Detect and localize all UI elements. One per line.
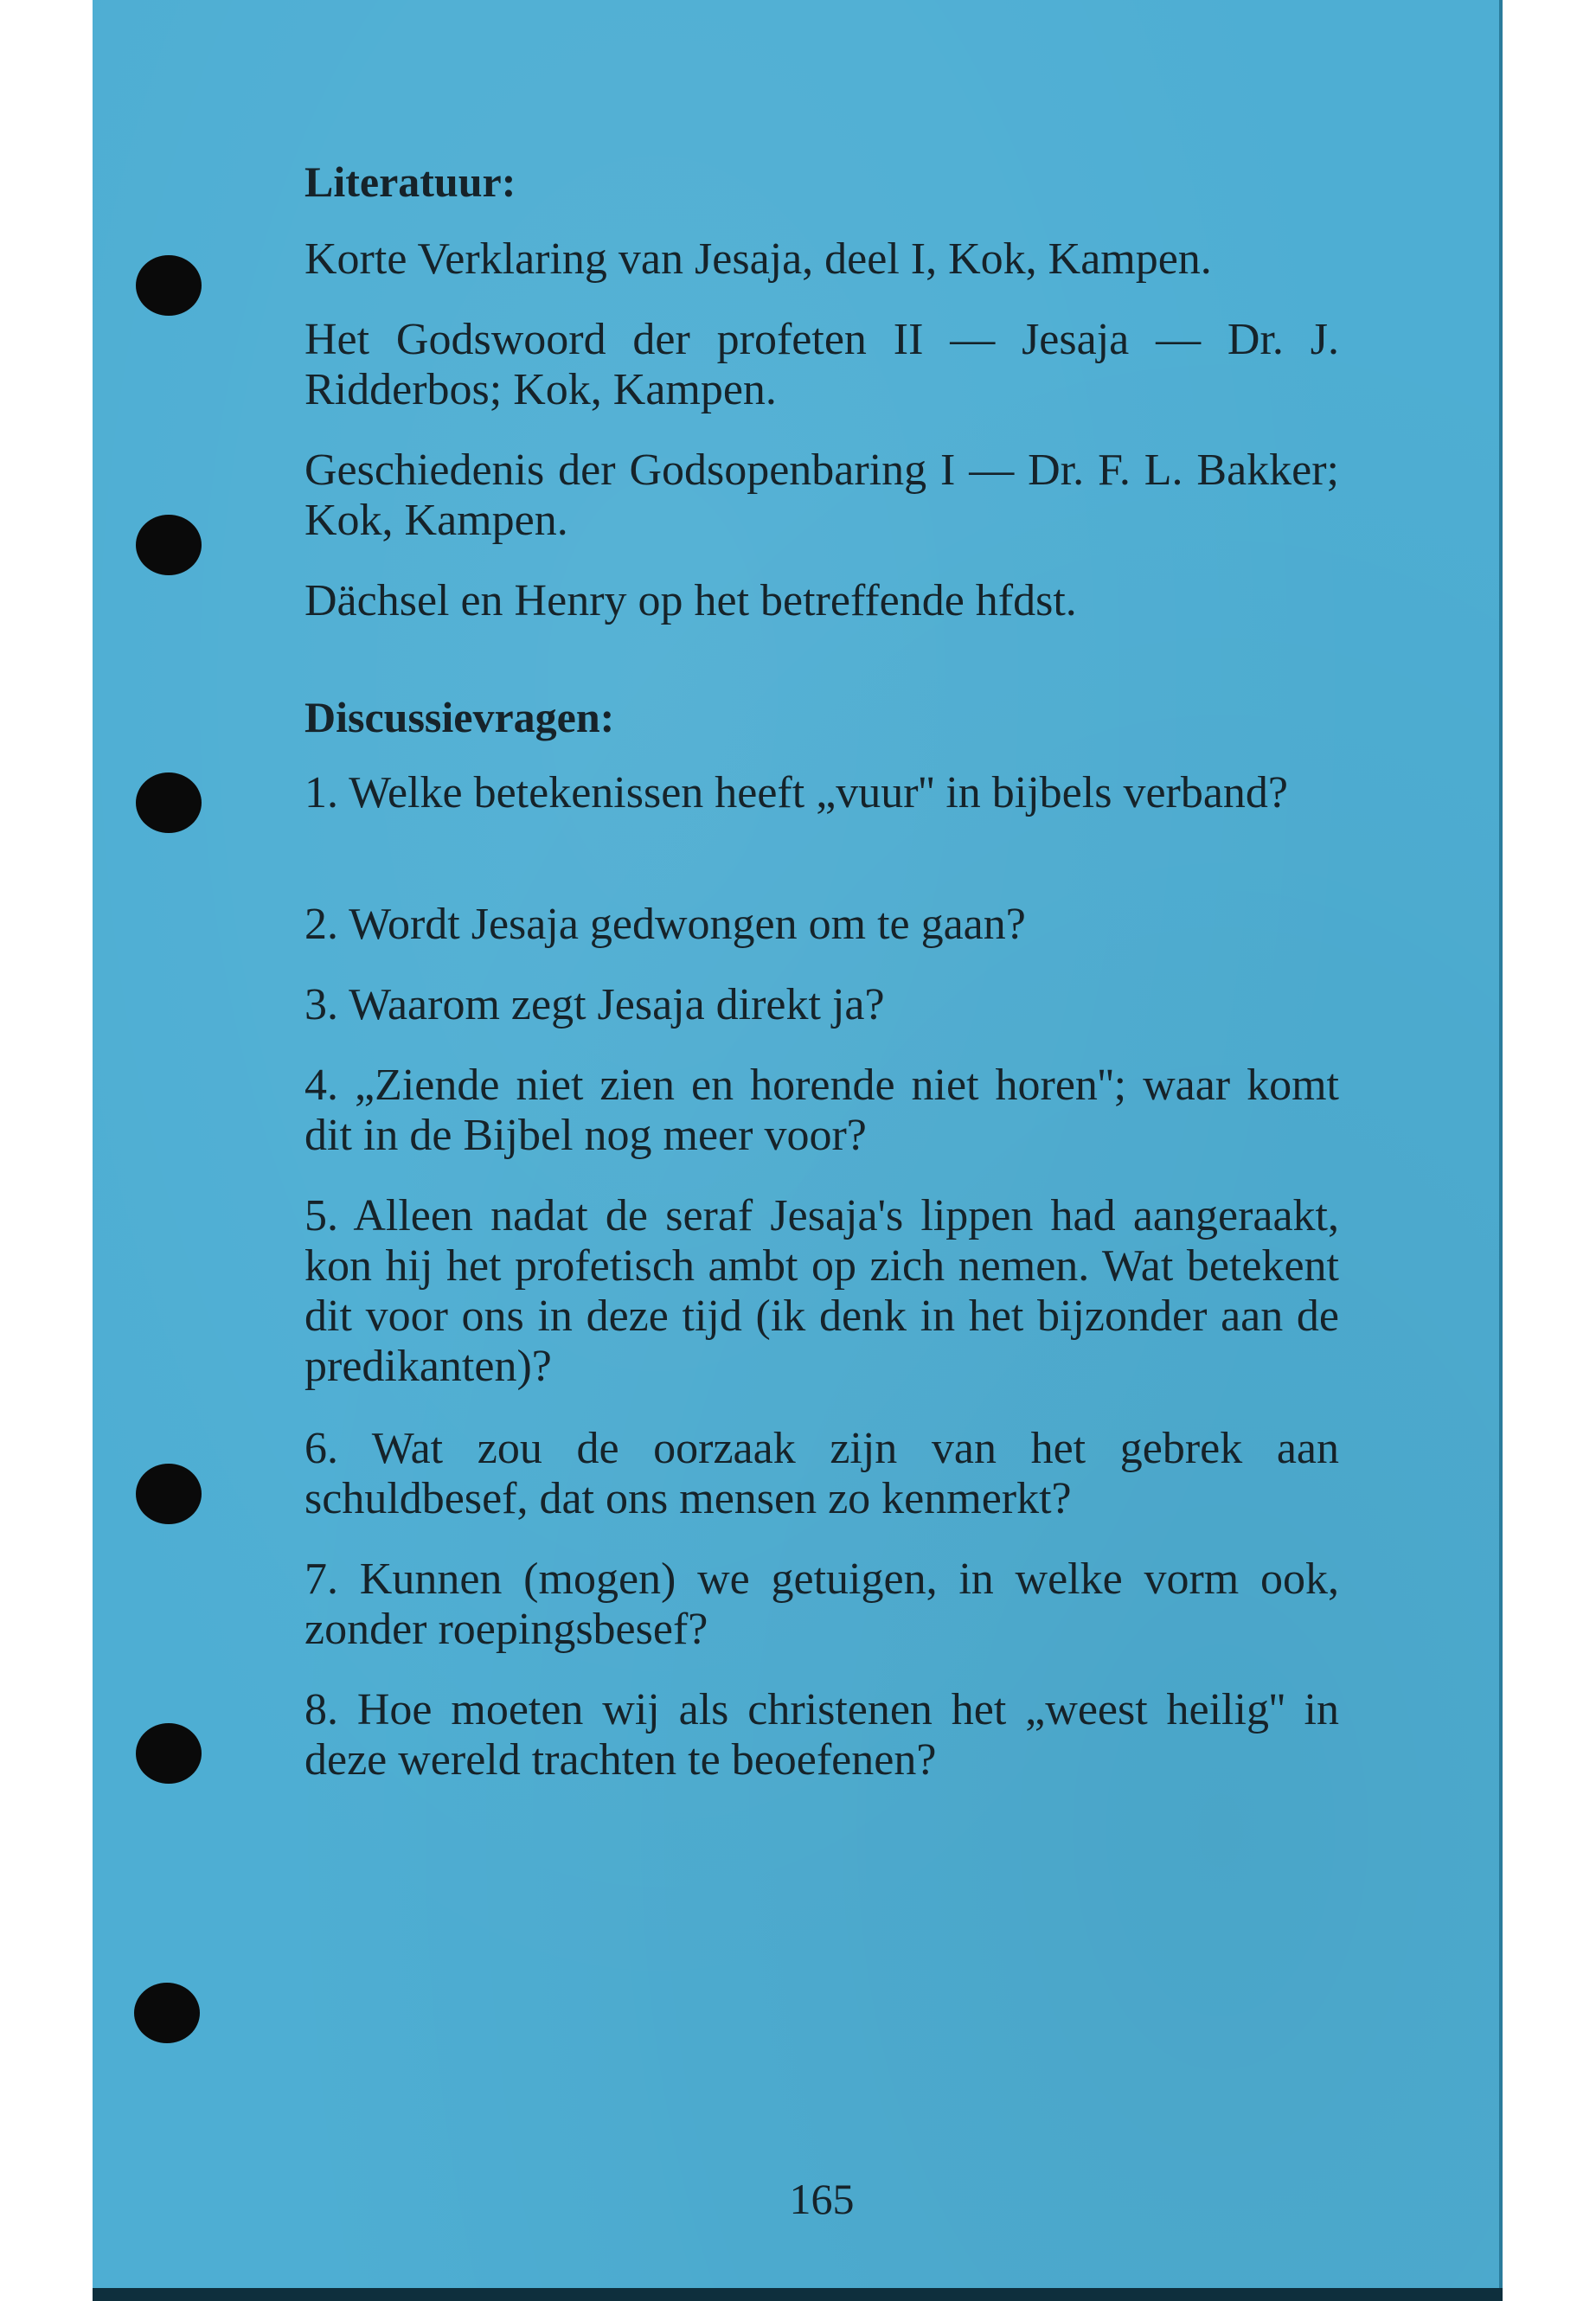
binder-hole [136, 772, 202, 833]
binder-hole [134, 1983, 200, 2043]
question-item [304, 768, 1339, 818]
question-number: 8. [304, 1685, 338, 1734]
question-number: 2. [304, 900, 338, 949]
question-text: Alleen nadat de seraf Jesaja's lippen had aangeraakt, kon hij het profetisch ambt op zich nemen. Wat betekent dit voor ons in deze tijd (ik denk in het bijzonder aan de predikanten)? [304, 1191, 1339, 1391]
literature-item: Dächsel en Henry op het betreffende hfdst. [304, 576, 1077, 625]
question-text: Waarom zegt Jesaja direkt ja? [349, 980, 885, 1029]
literature-item: Het Godswoord der profeten II — Jesaja — Dr. J. Ridderbos; Kok, Kampen. [304, 315, 1339, 414]
question-text: „Ziende niet zien en horende niet horen''; waar komt dit in de Bijbel nog meer voor? [304, 1061, 1340, 1160]
literature-item: Korte Verklaring van Jesaja, deel I, Kok, Kampen. [304, 234, 1212, 284]
question-item [304, 1554, 1339, 1655]
question-number: 1. [304, 768, 338, 817]
question-text: Welke betekenissen heeft „vuur'' in bijbels verband? [349, 768, 1288, 817]
question-item [304, 980, 1339, 1030]
question-item [304, 1424, 1339, 1524]
question-item [304, 1685, 1339, 1785]
question-text: Hoe moeten wij als christenen het „weest heilig'' in deze wereld trachten te beoefenen? [304, 1685, 1340, 1785]
binder-hole [136, 255, 202, 316]
literature-item: Geschiedenis der Godsopenbaring I — Dr. F. L. Bakker; Kok, Kampen. [304, 445, 1339, 545]
discussion-heading: Discussievragen: [304, 693, 615, 741]
question-text: Kunnen (mogen) we getuigen, in welke vorm ook, zonder roepingsbesef? [304, 1554, 1340, 1654]
binder-hole [136, 515, 202, 575]
question-number: 5. [304, 1191, 338, 1240]
question-number: 6. [304, 1424, 338, 1473]
question-item [304, 1191, 1339, 1392]
page-bottom-edge [93, 2288, 1503, 2301]
question-text: Wat zou de oorzaak zijn van het gebrek aan schuldbesef, dat ons mensen zo kenmerkt? [304, 1424, 1339, 1523]
question-number: 4. [304, 1061, 338, 1110]
question-text: Wordt Jesaja gedwongen om te gaan? [349, 900, 1026, 949]
binder-hole [136, 1723, 202, 1784]
page-number: 165 [789, 2175, 855, 2223]
question-number: 7. [304, 1554, 338, 1604]
question-item [304, 1061, 1339, 1161]
question-number: 3. [304, 980, 338, 1029]
question-item [304, 900, 1339, 950]
page-right-edge [1499, 0, 1503, 2301]
literature-heading: Literatuur: [304, 157, 516, 206]
binder-hole [136, 1464, 202, 1524]
